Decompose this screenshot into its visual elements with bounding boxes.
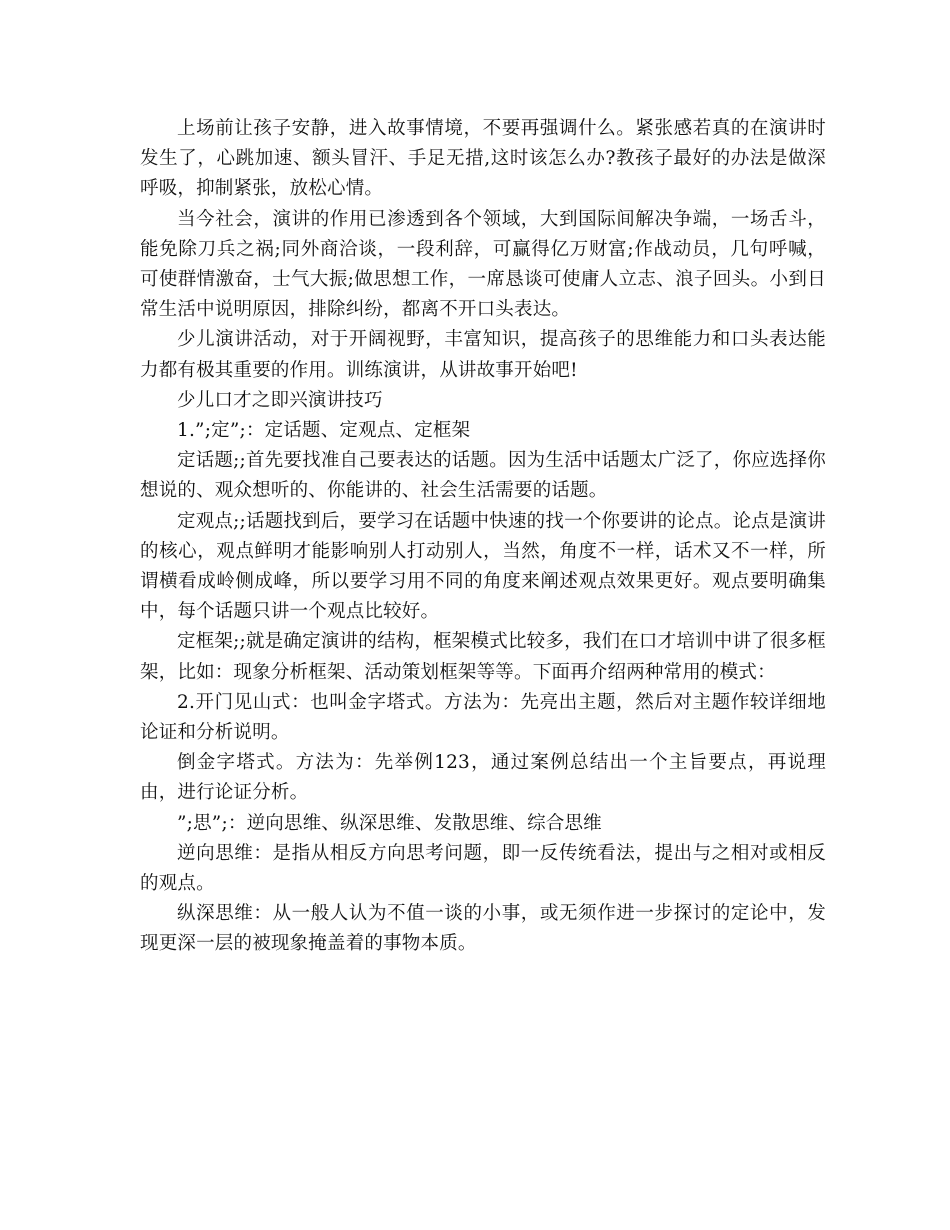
paragraph-define-viewpoint: 定观点;;话题找到后，要学习在话题中快速的找一个你要讲的论点。论点是演讲的核心，观点鲜明才能影响别人打动别人，当然，角度不一样，话术又不一样，所谓横看成岭侧成峰，所以要学习用不同的角度来阐述观点效果更好。观点要明确集中，每个话题只讲一个观点比较好。 <box>140 510 826 623</box>
paragraph-children-speech: 少儿演讲活动，对于开阔视野，丰富知识，提高孩子的思维能力和口头表达能力都有极其重要的作用。训练演讲，从讲故事开始吧! <box>140 329 826 381</box>
paragraph-step-2: 2.开门见山式：也叫金字塔式。方法为：先亮出主题，然后对主题作较详细地论证和分析说明。 <box>140 691 826 744</box>
paragraph-stage-nerves: 上场前让孩子安静，进入故事情境，不要再强调什么。紧张感若真的在演讲时发生了，心跳加速、额头冒汗、手足无措,这时该怎么办?教孩子最好的办法是做深呼吸，抑制紧张，放松心情。 <box>140 118 826 200</box>
paragraph-step-1: 1.”;定”;：定话题、定观点、定框架 <box>177 420 471 442</box>
paragraph-define-topic: 定话题;;首先要找准自己要表达的话题。因为生活中话题太广泛了，你应选择你想说的、观众想听的、你能讲的、社会生活需要的话题。 <box>140 450 826 502</box>
section-heading: 少儿口才之即兴演讲技巧 <box>177 389 383 411</box>
paragraph-reverse-thinking: 逆向思维：是指从相反方向思考问题，即一反传统看法，提出与之相对或相反的观点。 <box>140 842 826 895</box>
paragraph-inverted-pyramid: 倒金字塔式。方法为：先举例123，通过案例总结出一个主旨要点，再说理由，进行论证分析。 <box>140 752 826 804</box>
paragraph-deep-thinking: 纵深思维：从一般人认为不值一谈的小事，或无须作进一步探讨的定论中，发现更深一层的被现象掩盖着的事物本质。 <box>140 903 826 955</box>
paragraph-speech-importance: 当今社会，演讲的作用已渗透到各个领域，大到国际间解决争端，一场舌斗，能免除刀兵之祸;同外商洽谈，一段利辞，可赢得亿万财富;作战动员，几句呼喊，可使群情激奋，士气大振;做思想工作，一席恳谈可使庸人立志、浪子回头。小到日常生活中说明原因，排除纠纷，都离不开口头表达。 <box>140 208 826 321</box>
paragraph-define-framework: 定框架;;就是确定演讲的结构，框架模式比较多，我们在口才培训中讲了很多框架，比如：现象分析框架、活动策划框架等等。下面再介绍两种常用的模式： <box>140 631 826 683</box>
document-body <box>140 114 826 960</box>
paragraph-thinking: ”;思”;：逆向思维、纵深思维、发散思维、综合思维 <box>177 812 602 834</box>
